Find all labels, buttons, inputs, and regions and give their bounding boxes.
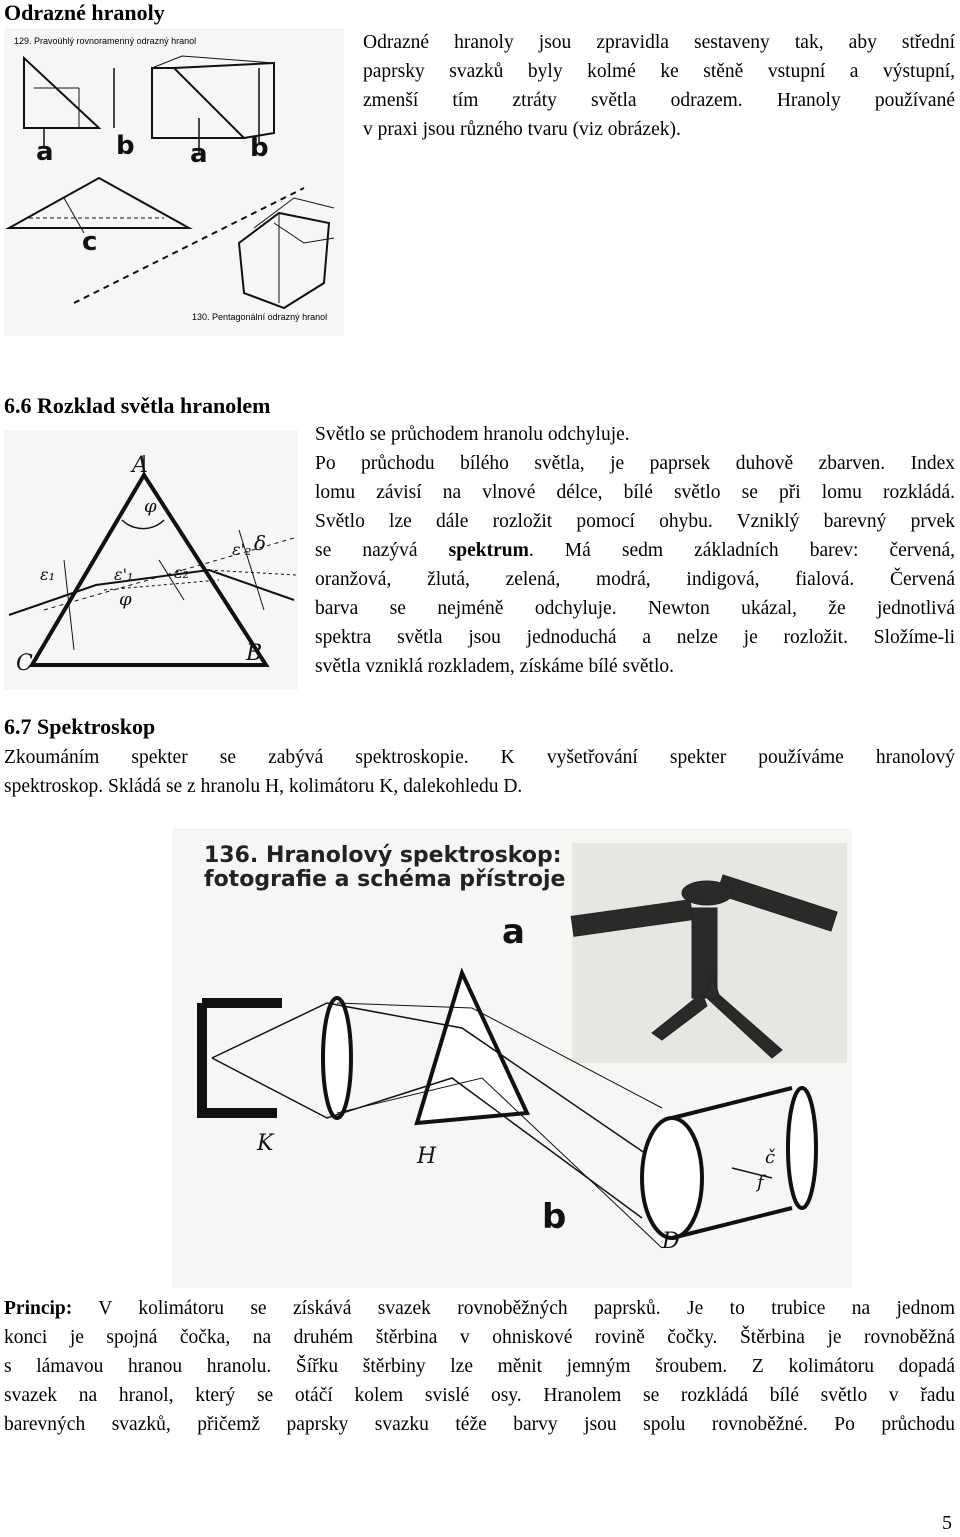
paragraph-line: Odrazné hranoly jsou zpravidla sestaveny tak, aby střední [363, 32, 955, 53]
paragraph-line: oranžová, žlutá, zelená, modrá, indigová, fialová. Červená [315, 569, 955, 590]
paragraph-line: s lámavou hranou hranolu. Šířku štěrbiny lze měnit jemným šroubem. Z kolimátoru dopadá [4, 1356, 955, 1377]
paragraph-line: barva se nejméně odchyluje. Newton ukázal, že jednotlivá [315, 598, 955, 619]
paragraph-line: Zkoumáním spekter se zabývá spektroskopie. K vyšetřování spekter používáme hranolový [4, 747, 955, 768]
label-a-2: a [190, 139, 208, 169]
label-c: c [82, 227, 98, 257]
vertex-B-label: B [246, 641, 263, 666]
figure-caption-136-line2: fotografie a schéma přístroje [204, 867, 566, 892]
principle-lead: Princip: [4, 1298, 73, 1319]
principle-paragraph [4, 1294, 955, 1439]
paragraph-line: Světlo se průchodem hranolu odchyluje. [315, 424, 630, 445]
paragraph-line-principle [4, 1294, 955, 1323]
paragraph-line: spektra světla jsou jednoduchá a nelze je rozložit. Složíme-li [315, 627, 955, 648]
delta-label: δ [254, 531, 267, 555]
paragraph-line: v praxi jsou různého tvaru (viz obrázek). [363, 119, 681, 140]
section-title-spectroscope: 6.7 Spektroskop [4, 714, 156, 739]
figure-caption-129: 129. Pravoúhlý rovnoramenný odrazný hranol [14, 36, 197, 46]
paragraph-line: Po průchodu bílého světla, je paprsek duhově zbarven. Index [315, 453, 955, 474]
vertex-A-label: A [132, 453, 148, 478]
paragraph-line: světla vzniklá rozkladem, získáme bílé světlo. [315, 656, 675, 677]
paragraph-line: barevných svazků, přičemž paprsky svazku téže barvy jsou spolu rovnoběžné. Po průchodu [4, 1414, 955, 1435]
label-c-caron: č [765, 1147, 776, 1168]
paragraph-line: Světlo lze dále rozložit pomocí ohybu. Vzniklý barevný prvek [315, 511, 955, 532]
epsilon2p-label: ε'₂ [232, 540, 252, 559]
reflective-prisms-figure [4, 28, 344, 336]
spectroscope-figure [172, 828, 852, 1288]
prism-dispersion-figure [4, 430, 298, 690]
collimator-label-K: K [257, 1131, 274, 1156]
figure-caption-130: 130. Pentagonální odrazný hranol [192, 312, 328, 322]
vertex-C-label: C [16, 651, 33, 676]
figure-caption-136-line1: 136. Hranolový spektroskop: [204, 843, 562, 868]
photo-label-a: a [502, 912, 525, 952]
paragraph-line: svazek na hranol, který se otáčí kolem svislé osy. Hranolem se rozkládá bílé světlo v řadu [4, 1385, 955, 1406]
text-fragment: . Má sedm základních barev: červená, [528, 540, 955, 561]
paragraph-line: konci je spojná čočka, na druhém štěrbina v ohniskové rovině čočky. Štěrbina je rovnoběžná [4, 1327, 955, 1348]
label-f: f [757, 1172, 764, 1193]
epsilon1-label: ε₁ [40, 565, 55, 584]
label-b-2: b [250, 133, 269, 163]
phi-label: φ [144, 496, 157, 517]
dispersion-paragraph [315, 420, 955, 681]
prism-label-H: H [417, 1144, 437, 1169]
text-fragment: V kolimátoru se získává svazek rovnoběžných paprsků. Je to trubice na jednom [72, 1298, 955, 1319]
paragraph-line: zmenší tím ztráty světla odrazem. Hranoly používané [363, 90, 955, 111]
schematic-label-b: b [542, 1197, 567, 1237]
spectroscope-paragraph [4, 743, 955, 801]
epsilon2-label: ε₂ [174, 563, 189, 582]
paragraph-line-spectrum [315, 536, 955, 565]
section-title-dispersion: 6.6 Rozklad světla hranolem [4, 393, 271, 418]
label-b-1: b [116, 131, 135, 161]
page-number: 5 [942, 1512, 952, 1534]
paragraph-line: lomu závisí na vlnové délce, bílé světlo se při lomu rozkládá. [315, 482, 955, 503]
label-a-1: a [36, 137, 54, 167]
text-fragment: se nazývá [315, 540, 449, 561]
section-title-reflective-prisms: Odrazné hranoly [4, 0, 165, 25]
reflective-prisms-paragraph [363, 28, 955, 144]
telescope-label-D: D [662, 1229, 680, 1254]
epsilon1p-label: ε'₁ [114, 565, 134, 584]
paragraph-line: spektroskop. Skládá se z hranolu H, kolimátoru K, dalekohledu D. [4, 776, 523, 797]
paragraph-line: paprsky svazků byly kolmé ke stěně vstupní a výstupní, [363, 61, 955, 82]
phi-label-2: φ [119, 589, 132, 610]
term-spectrum: spektrum [448, 540, 529, 561]
